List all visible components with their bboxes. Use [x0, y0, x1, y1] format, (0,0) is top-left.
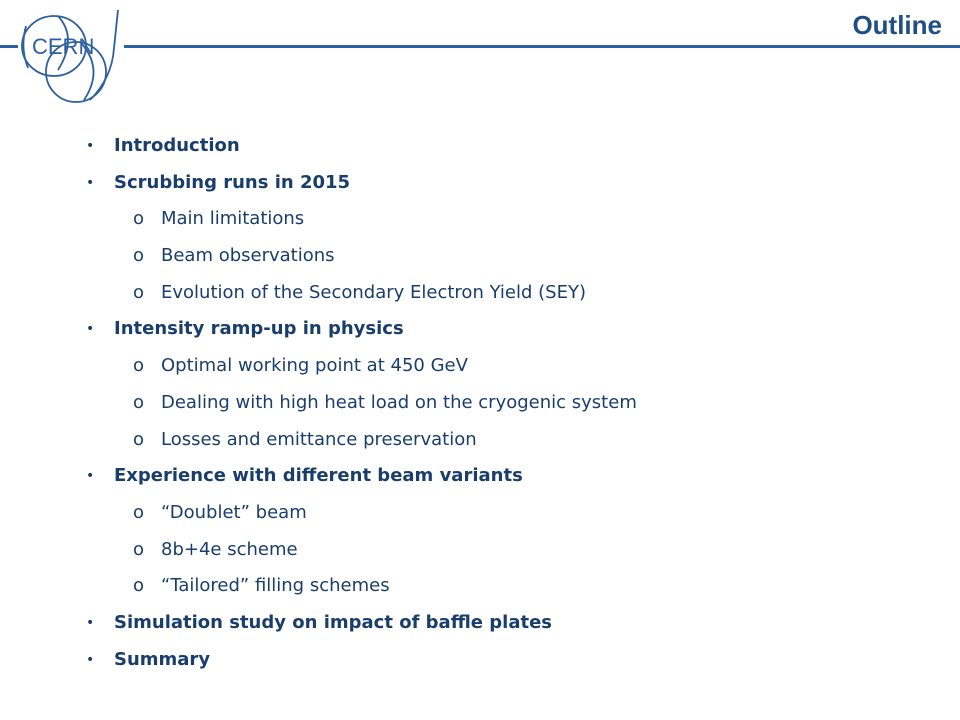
- outline-item-text: Summary: [114, 648, 211, 670]
- outline-item: [0, 458, 960, 495]
- outline-item: [0, 348, 960, 385]
- outline-item-text: Simulation study on impact of baffle plates: [114, 611, 552, 633]
- header-rule-left: [0, 45, 18, 48]
- outline-item: [0, 385, 960, 422]
- bullet-circle: o: [133, 355, 145, 377]
- outline-item: [0, 422, 960, 459]
- slide-title: Outline: [844, 8, 942, 42]
- cern-logo: [18, 8, 124, 106]
- outline-item: [0, 495, 960, 532]
- outline-item: [0, 532, 960, 569]
- outline-item-text: 8b+4e scheme: [161, 538, 298, 560]
- outline-item-text: Scrubbing runs in 2015: [114, 171, 351, 193]
- header-rule-right: [124, 45, 960, 48]
- outline-item-text: Optimal working point at 450 GeV: [161, 355, 468, 377]
- outline-item: [0, 165, 960, 202]
- outline-item: [0, 605, 960, 642]
- bullet-dot: •: [86, 651, 95, 668]
- outline-item-text: Losses and emittance preservation: [161, 428, 477, 450]
- bullet-circle: o: [133, 428, 145, 450]
- outline-item: [0, 642, 960, 679]
- outline-item-text: “Tailored” filling schemes: [161, 575, 390, 597]
- outline-item: [0, 128, 960, 165]
- bullet-circle: o: [133, 245, 145, 267]
- outline-item: [0, 568, 960, 605]
- bullet-dot: •: [86, 174, 95, 191]
- outline-item-text: Introduction: [114, 135, 240, 156]
- bullet-circle: o: [133, 538, 145, 560]
- outline-list: [0, 128, 960, 678]
- outline-item: [0, 311, 960, 348]
- bullet-circle: o: [133, 391, 145, 413]
- logo-text: CERN: [32, 34, 95, 59]
- bullet-dot: •: [86, 138, 95, 154]
- bullet-circle: o: [133, 575, 145, 597]
- outline-item-text: Dealing with high heat load on the cryogenic system: [161, 391, 637, 413]
- bullet-circle: o: [133, 281, 145, 303]
- outline-item-text: Intensity ramp-up in physics: [114, 318, 404, 340]
- outline-item: [0, 275, 960, 312]
- outline-item-text: Main limitations: [161, 208, 305, 230]
- bullet-circle: o: [133, 501, 145, 523]
- outline-item-text: “Doublet” beam: [161, 501, 307, 523]
- outline-item: [0, 238, 960, 275]
- bullet-circle: o: [133, 208, 145, 230]
- bullet-dot: •: [86, 321, 95, 338]
- bullet-dot: •: [86, 468, 95, 485]
- outline-item-text: Evolution of the Secondary Electron Yield (SEY): [161, 281, 586, 303]
- outline-item-text: Beam observations: [161, 245, 335, 267]
- outline-item: [0, 201, 960, 238]
- bullet-dot: •: [86, 614, 95, 631]
- outline-item-text: Experience with different beam variants: [114, 465, 523, 487]
